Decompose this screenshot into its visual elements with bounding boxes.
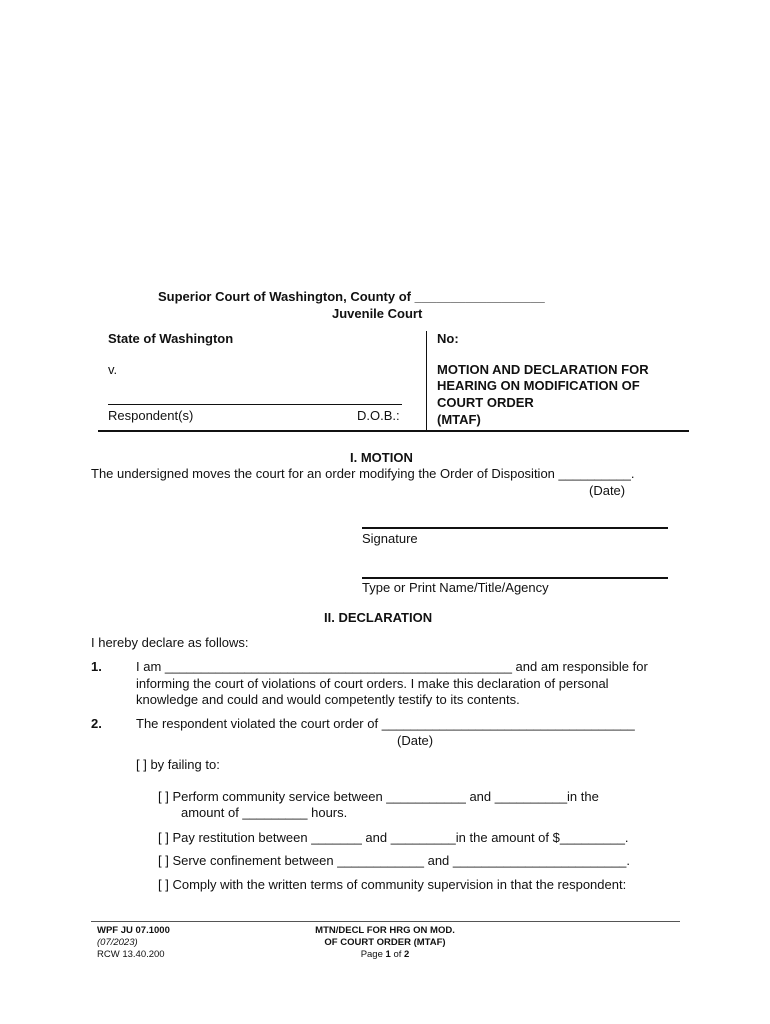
declaration-heading: II. DECLARATION [324,610,433,625]
respondent-label: Respondent(s) [108,408,194,423]
item1-line2: informing the court of violations of court orders. I make this declaration of personal [136,676,609,691]
motion-heading: I. MOTION [350,450,413,465]
footer-rule [91,921,680,922]
community-service-option[interactable]: [ ] Perform community service between ___________ and __________in the [158,789,599,804]
state-party: State of Washington [108,331,234,346]
community-service-hours: amount of _________ hours. [181,805,348,820]
confinement-option[interactable]: [ ] Serve confinement between ____________ and ________________________. [158,853,631,868]
court-subtitle: Juvenile Court [332,306,423,321]
case-number-label: No: [437,331,459,346]
footer-title-line1: MTN/DECL FOR HRG ON MOD. [315,925,455,936]
item2-number: 2. [91,716,102,731]
dob-label: D.O.B.: [357,408,400,423]
court-line: Superior Court of Washington, County of __________________ [158,289,545,304]
item1-number: 1. [91,659,102,674]
footer-page-number: Page 1 of 2 [360,949,410,960]
document-title-line3: COURT ORDER [437,395,534,410]
document-title-line1: MOTION AND DECLARATION FOR [437,362,649,377]
document-title-line2: HEARING ON MODIFICATION OF [437,378,640,393]
document-title-line4: (MTAF) [437,412,481,427]
name-title-line [362,577,668,579]
respondent-name-line [108,404,402,405]
item1-line1: I am ________________________________________________ and am responsible for [136,659,648,674]
versus-text: v. [108,362,118,377]
signature-label: Signature [362,531,418,546]
name-title-label: Type or Print Name/Title/Agency [362,580,549,595]
item2-date-label: (Date) [397,733,434,748]
declaration-intro: I hereby declare as follows: [91,635,249,650]
restitution-option[interactable]: [ ] Pay restitution between _______ and _________in the amount of $_________. [158,830,629,845]
motion-date-label: (Date) [589,483,626,498]
footer-form-id: WPF JU 07.1000 [97,925,170,936]
item1-line3: knowledge and could and would competently testify to its contents. [136,692,520,707]
footer-title-line2: OF COURT ORDER (MTAF) [324,937,446,948]
footer-form-date: (07/2023) [97,937,138,948]
signature-line [362,527,668,529]
supervision-option[interactable]: [ ] Comply with the written terms of community supervision in that the respondent: [158,877,627,892]
caption-bottom-rule [98,430,689,432]
caption-divider [426,331,427,432]
item2-line1: The respondent violated the court order of ___________________________________ [136,716,635,731]
motion-text: The undersigned moves the court for an order modifying the Order of Disposition __________. [91,466,635,481]
failing-checkbox-item[interactable]: [ ] by failing to: [136,757,220,772]
footer-rcw: RCW 13.40.200 [97,949,165,960]
